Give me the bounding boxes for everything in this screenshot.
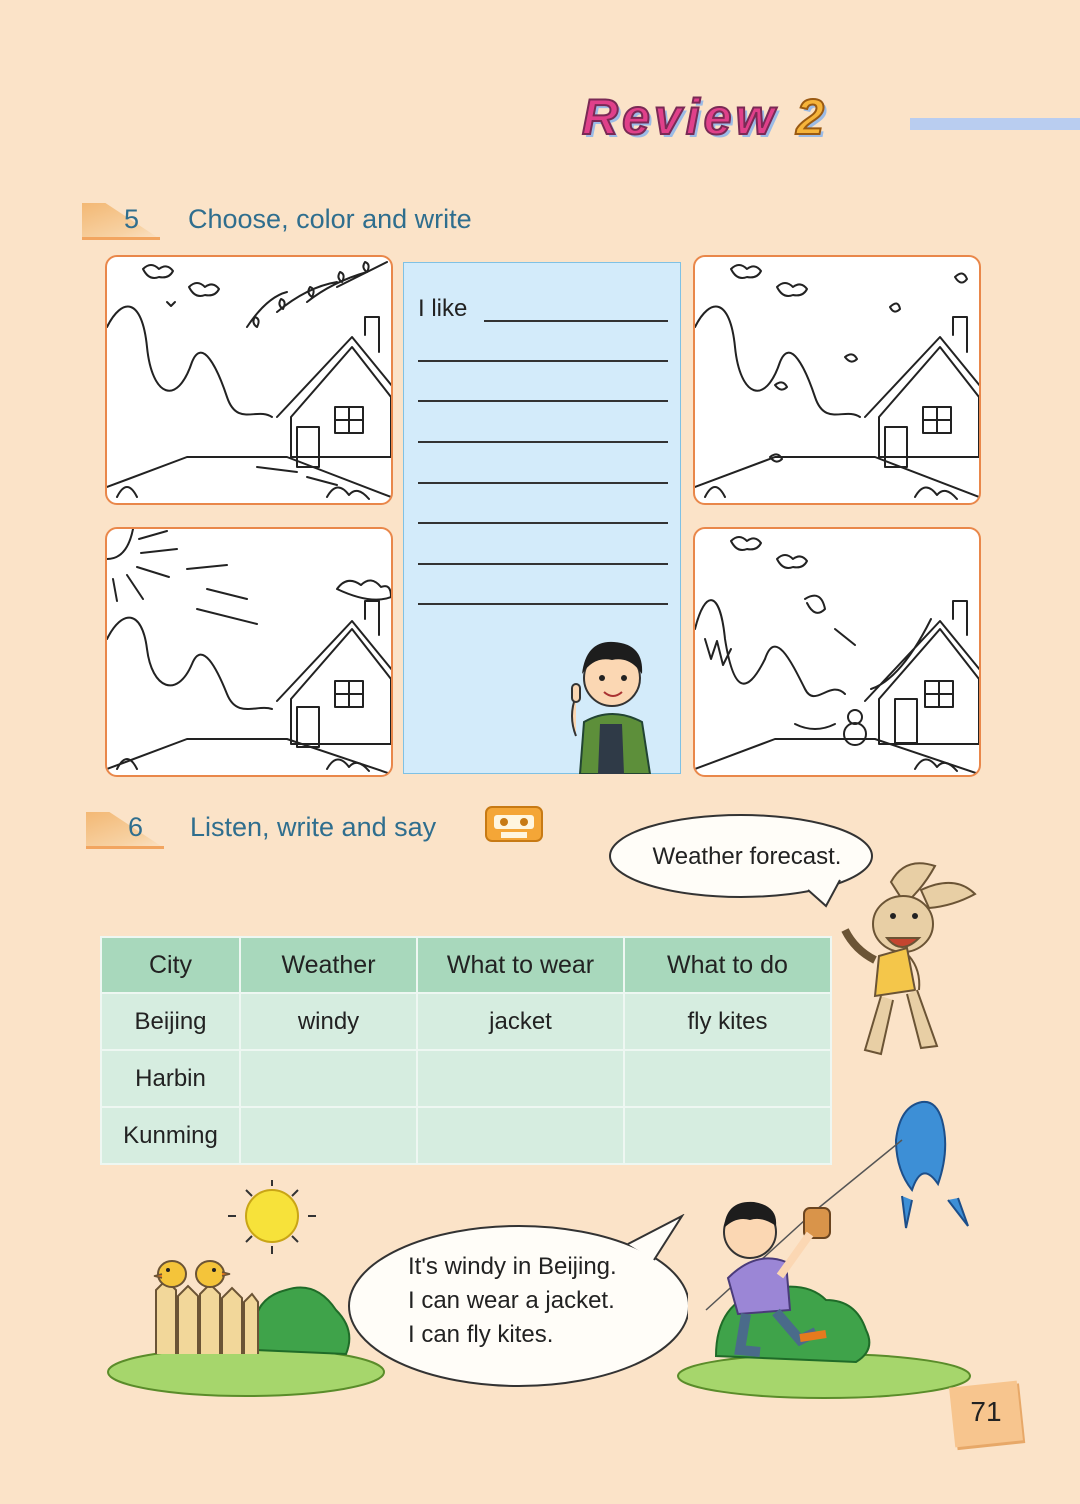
sun-illustration [226, 1180, 318, 1260]
table-row [101, 1050, 831, 1107]
table-cell-weather[interactable] [240, 1050, 417, 1107]
writing-blank-line[interactable] [418, 441, 668, 443]
writing-blank-line[interactable] [418, 400, 668, 402]
boy-speech-text [408, 1250, 617, 1352]
section-6-underline [86, 846, 164, 849]
table-cell-city: Harbin [101, 1050, 240, 1107]
section-5-underline [82, 237, 160, 240]
page-number: 71 [970, 1396, 1002, 1427]
column-header-what-to-do: What to do [624, 937, 831, 993]
autumn-scene-picture[interactable] [693, 255, 981, 505]
section-6-number: 6 [128, 812, 144, 842]
cassette-tape-icon[interactable] [485, 806, 543, 842]
rabbit-character-illustration [835, 860, 980, 1060]
table-cell-city: Beijing [101, 993, 240, 1050]
table-cell-wear[interactable] [417, 1107, 624, 1164]
boy-character-illustration [560, 626, 664, 774]
table-cell-wear[interactable] [417, 1050, 624, 1107]
table-cell-wear: jacket [417, 993, 624, 1050]
table-cell-do[interactable] [624, 1050, 831, 1107]
spring-scene-picture[interactable] [105, 255, 393, 505]
table-cell-city: Kunming [101, 1107, 240, 1164]
rabbit-speech-text: Weather forecast. [652, 843, 842, 870]
table-cell-do: fly kites [624, 993, 831, 1050]
review-title: Review 2 [582, 89, 829, 145]
column-header-weather: Weather [240, 937, 417, 993]
section-5-title: Choose, color and write [188, 204, 472, 234]
section-5-number: 5 [124, 204, 140, 234]
summer-scene-picture[interactable] [105, 527, 393, 777]
writing-blank-line[interactable] [418, 360, 668, 362]
table-cell-weather: windy [240, 993, 417, 1050]
table-header-row [101, 937, 831, 993]
boy-flying-kite-illustration [676, 1100, 980, 1400]
header-decor-bar [910, 118, 1080, 130]
writing-blank-line[interactable] [418, 522, 668, 524]
boy-speech-line: It's windy in Beijing. [408, 1253, 617, 1280]
table-cell-weather[interactable] [240, 1107, 417, 1164]
table-row [101, 993, 831, 1050]
boy-speech-line: I can wear a jacket. [408, 1287, 615, 1314]
writing-prompt: I like [418, 295, 468, 322]
section-6-tab-decor [86, 812, 164, 848]
column-header-city: City [101, 937, 240, 993]
boy-speech-line: I can fly kites. [408, 1321, 554, 1348]
writing-blank-line[interactable] [418, 603, 668, 605]
winter-scene-picture[interactable] [693, 527, 981, 777]
column-header-what-to-wear: What to wear [417, 937, 624, 993]
section-5-tab-decor [82, 203, 160, 239]
writing-blank-line[interactable] [418, 563, 668, 565]
section-6-title: Listen, write and say [190, 812, 437, 842]
writing-blank-line[interactable] [484, 320, 668, 322]
writing-blank-line[interactable] [418, 482, 668, 484]
